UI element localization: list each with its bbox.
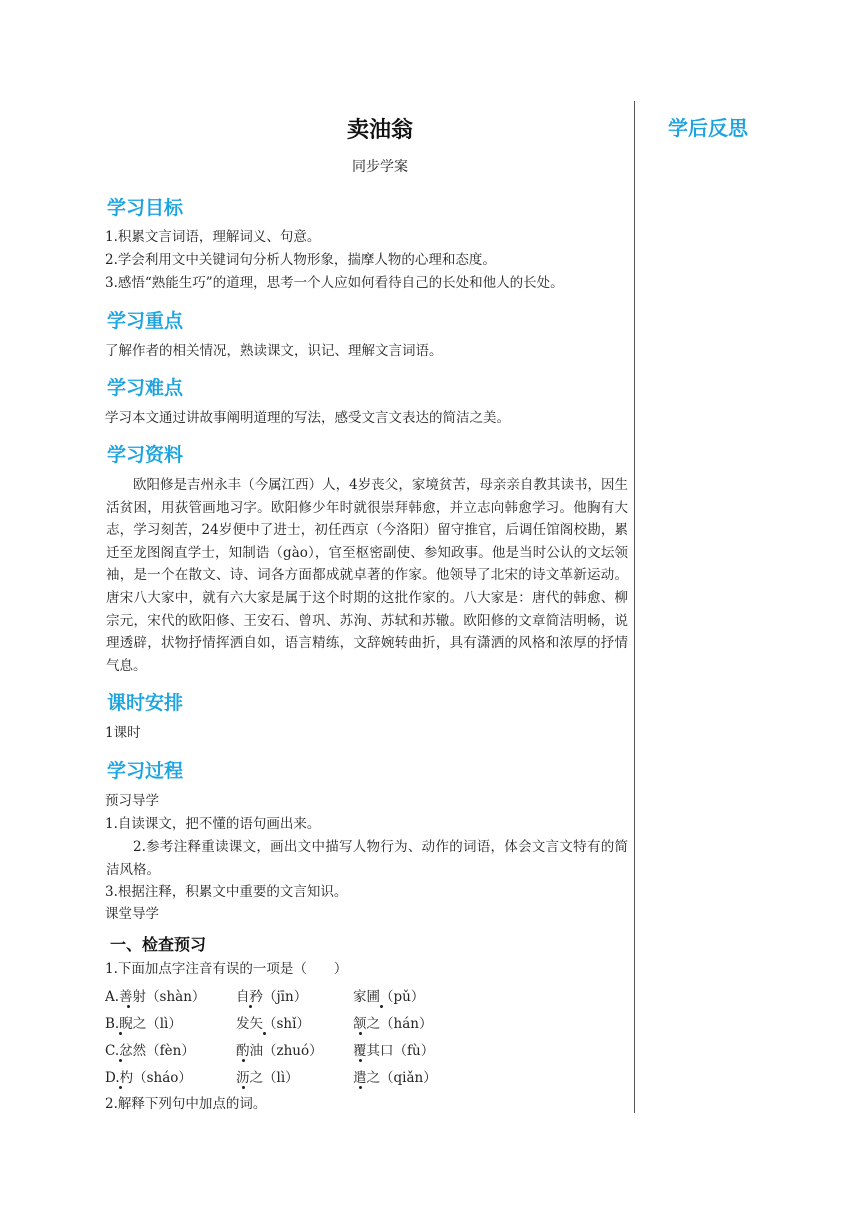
schedule-heading: 课时安排 xyxy=(107,692,184,714)
process-heading: 学习过程 xyxy=(107,760,184,782)
emphasis-dot xyxy=(119,1086,122,1089)
preview-label: 预习导学 xyxy=(105,793,159,809)
page-title: 卖油翁 xyxy=(346,118,413,143)
option-c-2: 酌油（zhuó） xyxy=(236,1043,323,1059)
focus-heading: 学习重点 xyxy=(107,310,184,332)
emphasis-dot xyxy=(359,1032,362,1035)
option-b-1: B.睨之（lì） xyxy=(105,1016,182,1032)
option-b-2: 发矢（shǐ） xyxy=(236,1016,310,1032)
emphasis-dot xyxy=(263,1032,266,1035)
emphasis-dot xyxy=(242,1059,245,1062)
goal-item: 1.积累文言词语，理解词义、句意。 xyxy=(105,229,321,245)
emphasis-dot xyxy=(127,1005,130,1008)
class-label: 课堂导学 xyxy=(105,906,159,922)
emphasis-dot xyxy=(359,1086,362,1089)
option-d-1: D.杓（sháo） xyxy=(105,1070,192,1086)
goal-item: 2.学会利用文中关键词句分析人物形象，揣摩人物的心理和态度。 xyxy=(105,252,496,268)
option-c-3: 覆其口（fù） xyxy=(353,1043,435,1059)
goals-heading: 学习目标 xyxy=(107,197,184,219)
check-preview-heading: 一、检查预习 xyxy=(110,935,207,954)
emphasis-dot xyxy=(119,1032,122,1035)
emphasis-dot xyxy=(242,1086,245,1089)
column-divider xyxy=(634,101,635,1113)
schedule-text: 1课时 xyxy=(105,725,141,741)
option-d-3: 遣之（qiǎn） xyxy=(353,1070,437,1086)
question-1: 1.下面加点字注音有误的一项是（ ） xyxy=(105,961,348,977)
difficulty-text: 学习本文通过讲故事阐明道理的写法，感受文言文表达的简洁之美。 xyxy=(105,410,510,426)
emphasis-dot xyxy=(380,1005,383,1008)
option-a-1: A.善射（shàn） xyxy=(105,989,206,1005)
preview-item: 2.参考注释重读课文，画出文中描写人物行为、动作的词语，体会文言文特有的简洁风格。 xyxy=(106,839,628,878)
page-subtitle: 同步学案 xyxy=(352,159,408,175)
goal-item: 3.感悟“熟能生巧”的道理，思考一个人应如何看待自己的长处和他人的长处。 xyxy=(105,275,564,291)
preview-item: 3.根据注释，积累文中重要的文言知识。 xyxy=(105,884,348,900)
emphasis-dot xyxy=(249,1005,252,1008)
option-d-2: 沥之（lì） xyxy=(236,1070,299,1086)
option-b-3: 颔之（hán） xyxy=(353,1016,433,1032)
preview-item: 1.自读课文，把不懂的语句画出来。 xyxy=(105,816,321,832)
emphasis-dot xyxy=(119,1059,122,1062)
option-c-1: C.忿然（fèn） xyxy=(105,1043,195,1059)
difficulty-heading: 学习难点 xyxy=(107,377,184,399)
materials-heading: 学习资料 xyxy=(107,444,184,466)
reflection-heading: 学后反思 xyxy=(668,116,748,140)
option-a-2: 自矜（jīn） xyxy=(236,989,308,1005)
question-2: 2.解释下列句中加点的词。 xyxy=(105,1096,267,1112)
materials-paragraph: 欧阳修是吉州永丰（今属江西）人，4岁丧父，家境贫苦，母亲亲自教其读书，因生活贫困，用荻管画地习字。欧阳修少年时就很崇拜韩愈，并立志向韩愈学习。他胸有大志，学习刻苦，24岁便中了进士，初任西京（今洛阳）留守推官，后调任馆阁校勘，累迁至龙图阁直学士，知制诰（gào），官至枢密副使、参知政事。他是当时公认的文坛领袖，是一个在散文、诗、词各方面都成就卓著的作家。他领导了北宋的诗文革新运动。唐宋八大家中，就有六大家是属于这个时期的这批作家的。八大家是：唐代的韩愈、柳宗元，宋代的欧阳修、王安石、曾巩、苏洵、苏轼和苏辙。欧阳修的文章简洁明畅，说理透辟，状物抒情挥洒自如，语言精练，文辞婉转曲折，具有潇洒的风格和浓厚的抒情气息。 xyxy=(106,477,628,674)
focus-text: 了解作者的相关情况，熟读课文，识记、理解文言词语。 xyxy=(105,343,443,359)
option-a-3: 家圃（pǔ） xyxy=(353,989,425,1005)
emphasis-dot xyxy=(359,1059,362,1062)
